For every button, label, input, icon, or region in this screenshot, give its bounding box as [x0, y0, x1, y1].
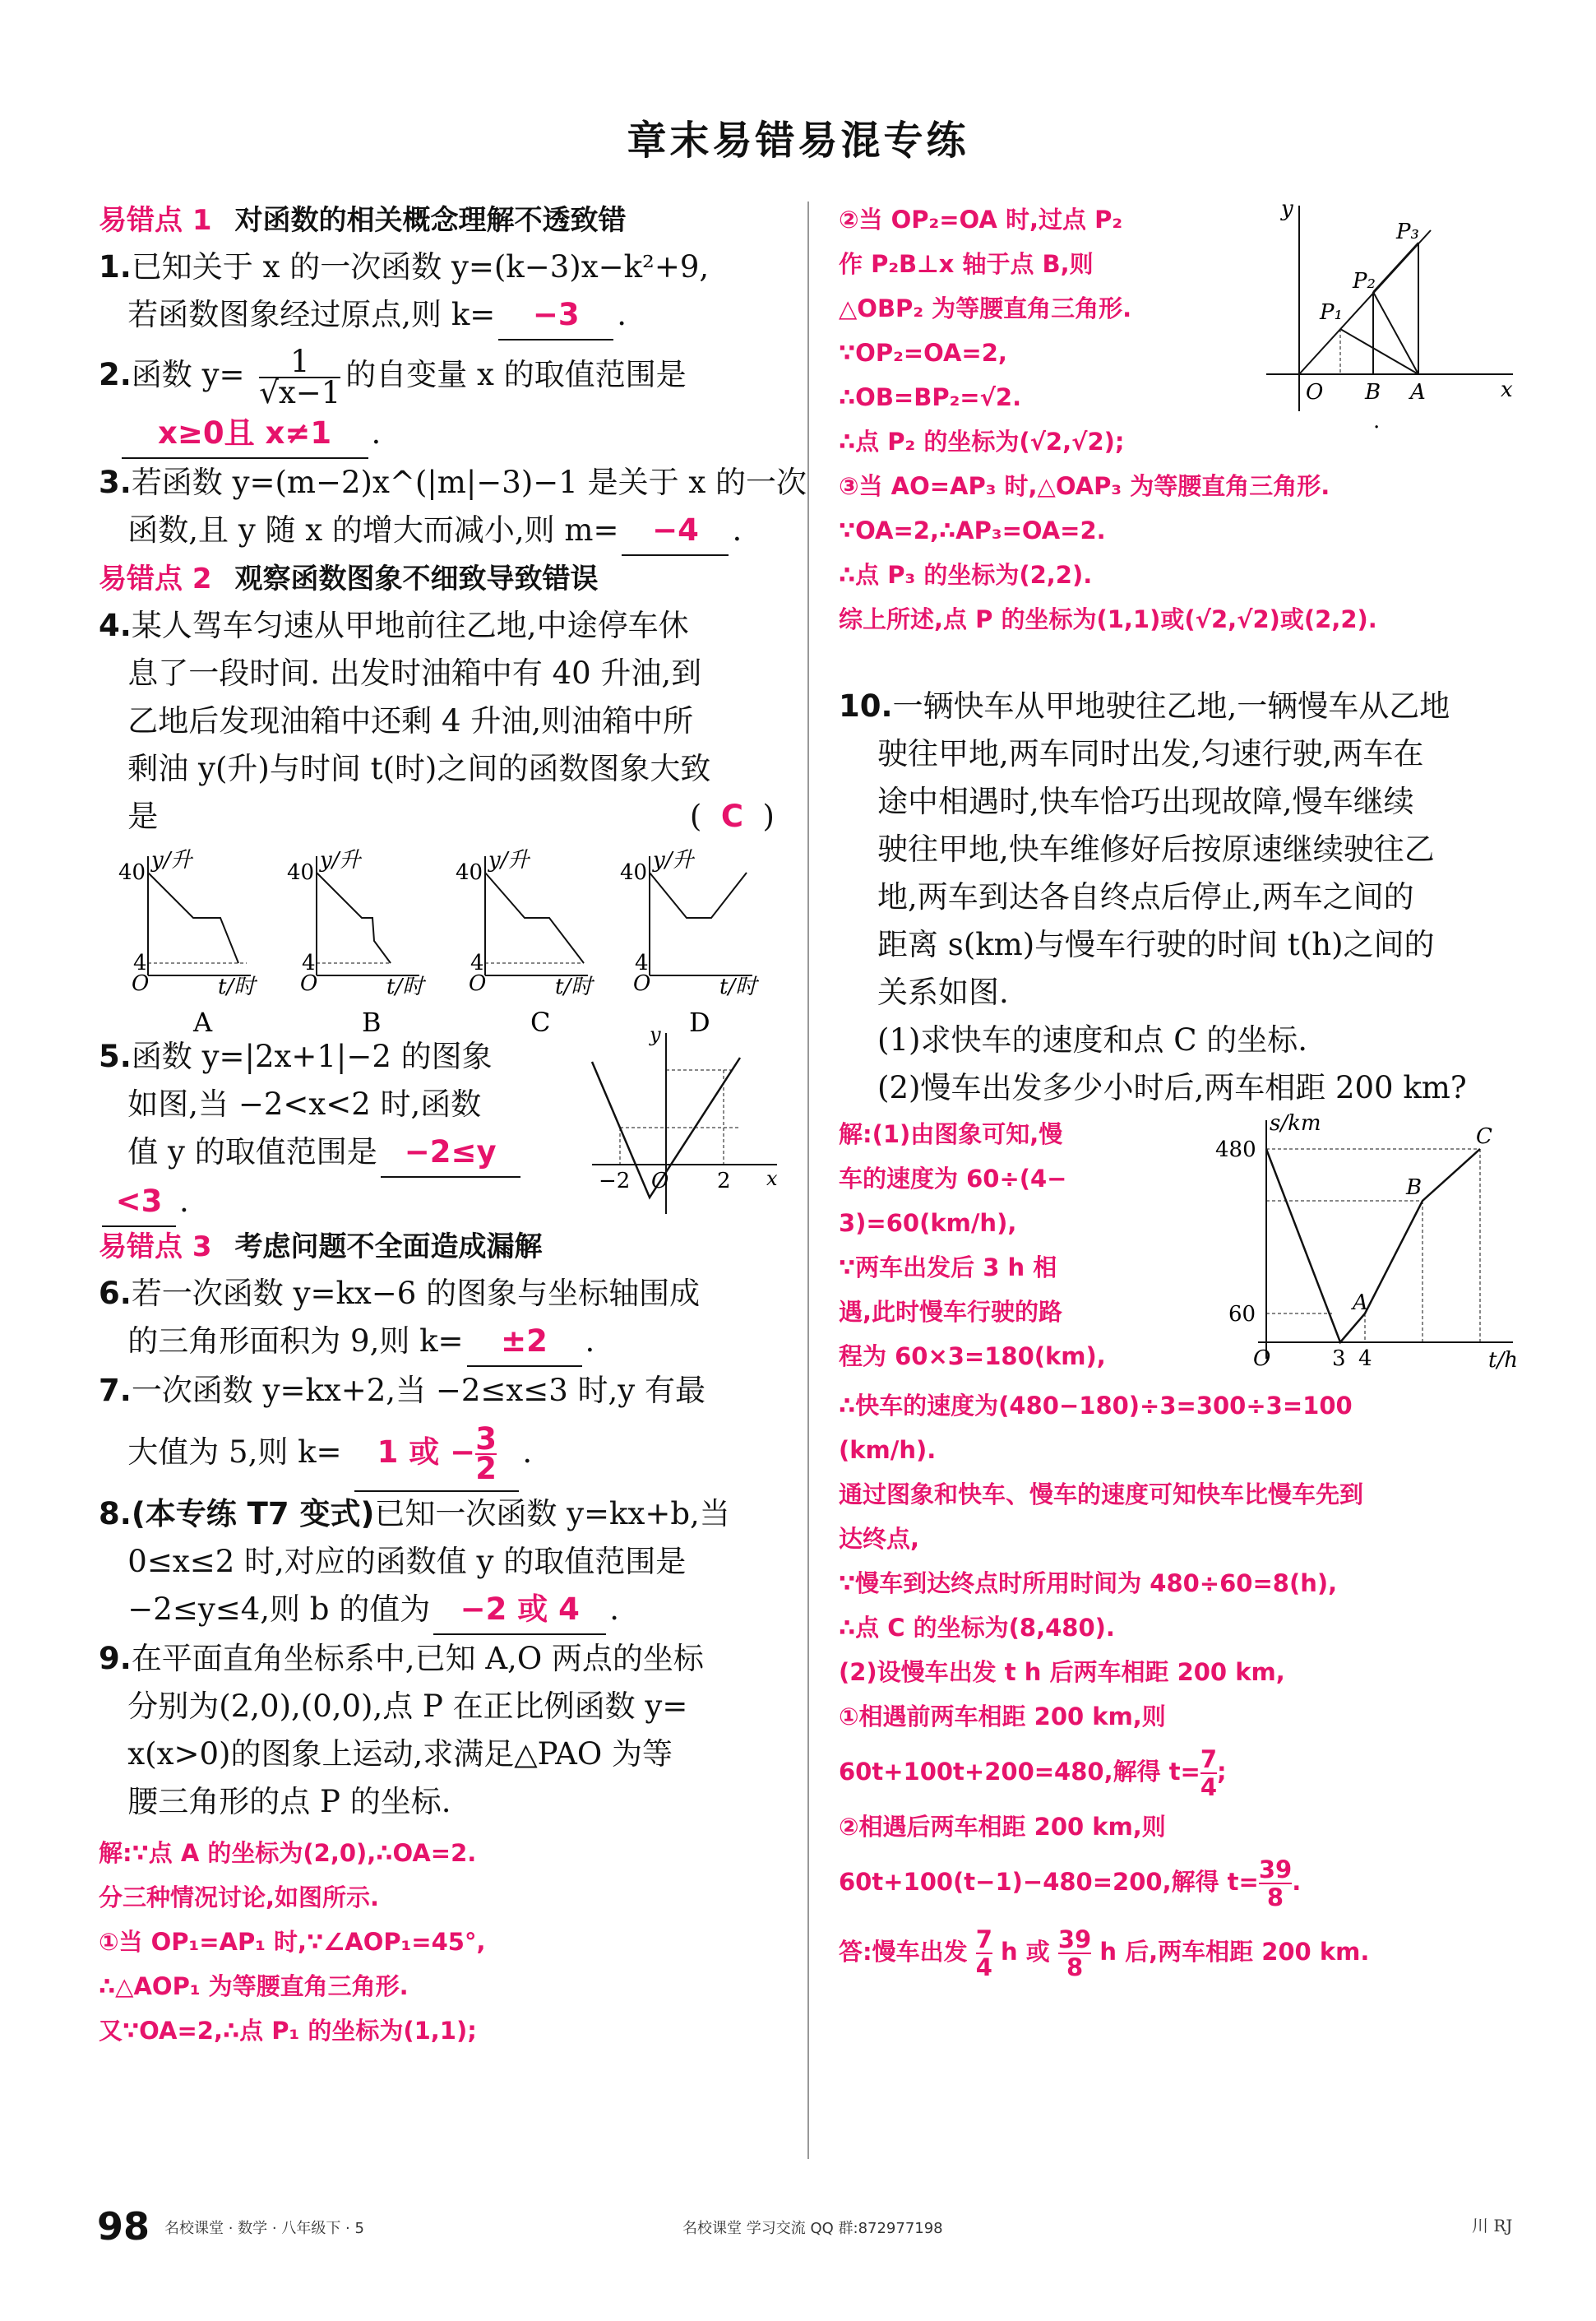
graph-c-ylabel: y/升	[488, 848, 530, 873]
q2-fraction: $\frac{1}{√x-1}$	[259, 343, 341, 410]
q9-cont-10: 综上所述,点 P 的坐标为(1,1)或(√2,√2)或(2,2).	[839, 605, 1377, 633]
fig10-point-b: B	[1406, 1175, 1423, 1200]
q10-solution-top	[839, 1112, 1521, 1383]
q10-figure	[1200, 1112, 1521, 1383]
q8-line2: 0≤x≤2 时,对应的函数值 y 的取值范围是	[127, 1544, 687, 1579]
graph-b-label: B	[362, 1007, 382, 1033]
q10-line4: 驶往甲地,快车维修好后按原速继续驶往乙	[877, 832, 1435, 867]
sol10b-3: 通过图象和快车、慢车的速度可知快车比慢车先到	[839, 1480, 1364, 1508]
fig9-origin: O	[1306, 380, 1324, 405]
q9-cont-5: ∴OB=BP₂=√2.	[839, 383, 1022, 411]
q9-solution-4: ∴△AOP₁ 为等腰直角三角形.	[99, 1972, 409, 2000]
q5-answer-part1: −2≤y	[381, 1128, 520, 1178]
sol10-cap2: ②相遇后两车相距 200 km,则	[839, 1813, 1166, 1841]
q4-line5: 是 ( C )	[127, 799, 775, 834]
graph-b-y4: 4	[302, 951, 316, 975]
fig10-t-label: t/h	[1488, 1348, 1518, 1373]
q4-answer: C	[720, 799, 744, 834]
q9-cont-9: ∴点 P₃ 的坐标为(2,2).	[839, 561, 1093, 589]
graph-c-origin: O	[469, 971, 487, 996]
graph-d-y40: 40	[620, 860, 648, 885]
page-title: 章末易错易混专练	[627, 118, 969, 164]
fig9-point-b: B	[1365, 380, 1381, 405]
fig9-x-label: x	[1501, 378, 1513, 402]
graph-c-xlabel: t/时	[555, 975, 593, 999]
q5-origin: O	[651, 1169, 669, 1193]
q6-line2: 的三角形面积为 9,则 k= ±2 .	[99, 1318, 781, 1367]
graph-a-origin: O	[132, 971, 150, 996]
q1-line1: 1.已知关于 x 的一次函数 y=(k−3)x−k²+9,	[99, 249, 710, 285]
fig10-origin: O	[1253, 1346, 1271, 1371]
q5-block	[99, 1025, 781, 1224]
q6-answer: ±2	[467, 1318, 582, 1367]
q5-tick-2: 2	[717, 1169, 731, 1193]
q9-line1: 9.在平面直角坐标系中,已知 A,O 两点的坐标	[99, 1641, 704, 1676]
fig9-point-a: A	[1410, 380, 1426, 405]
graph-c-y40: 40	[456, 860, 483, 885]
graph-b-y40: 40	[287, 860, 315, 885]
sol10-eq2: 60t+100(t−1)−480=200,解得 t= $\frac{39}{8}$ .	[839, 1855, 1302, 1911]
q10-line1: 10.一辆快车从甲地驶往乙地,一辆慢车从乙地	[839, 688, 1450, 724]
q2-line2: x≥0且 x≠1 .	[99, 410, 781, 459]
fig10-tick-3: 3	[1332, 1346, 1346, 1371]
sol10b-6: ∴点 C 的坐标为(8,480).	[839, 1614, 1115, 1642]
q10-line7: 关系如图.	[877, 975, 1009, 1010]
page-number: 98	[97, 2204, 150, 2249]
sol10b-8: ①相遇前两车相距 200 km,则	[839, 1703, 1166, 1730]
sol10b-5: ∵慢车到达终点时所用时间为 480÷60=8(h),	[839, 1569, 1338, 1597]
sol10b-4: 达终点,	[839, 1525, 920, 1553]
q3-line1: 3.若函数 y=(m−2)x^(|m|−3)−1 是关于 x 的一次	[99, 465, 807, 500]
q4-graphs-svg	[99, 844, 781, 1033]
q5-line4: <3 .	[99, 1178, 781, 1227]
column-divider	[807, 202, 809, 2159]
q4-line3: 乙地后发现油箱中还剩 4 升油,则油箱中所	[127, 703, 694, 739]
graph-c-y4: 4	[470, 951, 484, 975]
q9-cont-2: 作 P₂B⊥x 轴于点 B,则	[839, 250, 1094, 278]
graph-d-y4: 4	[635, 951, 649, 975]
sol10-final: 答:慢车出发 $\frac{7}{4}$ h 或 $\frac{39}{8}$ h 后,两车相距 200 km.	[839, 1925, 1370, 1981]
q7-line2: 大值为 5,则 k= 1 或 − $\frac{3}{2}$ .	[99, 1415, 781, 1490]
q2-answer: x≥0且 x≠1	[122, 410, 368, 459]
graph-d-xlabel: t/时	[719, 975, 757, 999]
sol10a-3: 3)=60(km/h),	[839, 1209, 1017, 1237]
fig9-point-p2: P₂	[1353, 269, 1376, 294]
graph-d-ylabel: y/升	[653, 848, 694, 873]
q5-answer-part2: <3	[102, 1178, 176, 1227]
graph-d-label: D	[689, 1007, 710, 1033]
q9-cont-7: ③当 AO=AP₃ 时,△OAP₃ 为等腰直角三角形.	[839, 472, 1330, 500]
q9-figure	[1242, 197, 1521, 436]
q10-line3: 途中相遇时,快车恰巧出现故障,慢车继续	[877, 784, 1414, 819]
fig10-tick-4: 4	[1358, 1346, 1372, 1371]
q5-graph	[576, 1025, 781, 1222]
q7-line1: 7.一次函数 y=kx+2,当 −2≤x≤3 时,y 有最	[99, 1373, 705, 1408]
graph-a-y40: 40	[118, 860, 146, 885]
q9-cont-4: ∵OP₂=OA=2,	[839, 339, 1007, 367]
q1-line2: 若函数图象经过原点,则 k= −3 .	[99, 291, 781, 341]
q5-line2: 如图,当 −2<x<2 时,函数	[127, 1086, 482, 1122]
footer-edition: 川 RJ	[1472, 2216, 1513, 2235]
footer-qq-group: 名校课堂 学习交流 QQ 群:872977198	[682, 2220, 943, 2237]
q8-line3: −2≤y≤4,则 b 的值为 −2 或 4 .	[99, 1586, 781, 1635]
fig9-y-label: y	[1281, 197, 1293, 221]
q9-continued	[839, 197, 1521, 683]
q9-cont-1: ②当 OP₂=OA 时,过点 P₂	[839, 206, 1123, 234]
right-column	[839, 197, 1521, 1989]
sol10b-2: (km/h).	[839, 1436, 937, 1464]
q9-solution-2: 分三种情况讨论,如图所示.	[99, 1883, 380, 1911]
sol10a-4: ∵两车出发后 3 h 相	[839, 1253, 1057, 1281]
q10-line2: 驶往甲地,两车同时出发,匀速行驶,两车在	[877, 736, 1424, 771]
q3-line2: 函数,且 y 随 x 的增大而减小,则 m= −4 .	[99, 507, 781, 556]
graph-c-label: C	[530, 1007, 551, 1033]
fig9-point-p3: P₃	[1396, 220, 1419, 244]
error-point-2: 易错点 2 观察函数图象不细致导致错误	[99, 563, 599, 595]
q4-line4: 剩油 y(升)与时间 t(时)之间的函数图象大致	[127, 751, 711, 786]
graph-b-ylabel: y/升	[320, 848, 361, 873]
graph-a-ylabel: y/升	[151, 848, 192, 873]
graph-b-xlabel: t/时	[386, 975, 424, 999]
q6-line1: 6.若一次函数 y=kx−6 的图象与坐标轴围成	[99, 1276, 701, 1311]
q3-answer: −4	[622, 507, 729, 556]
q8-line1: 8.(本专练 T7 变式)已知一次函数 y=kx+b,当	[99, 1496, 730, 1531]
q5-line1: 5.函数 y=|2x+1|−2 的图象	[99, 1039, 493, 1074]
q10-line6: 距离 s(km)与慢车行驶的时间 t(h)之间的	[877, 927, 1435, 962]
q1-answer: −3	[498, 291, 613, 341]
sol10a-1: 解:(1)由图象可知,慢	[839, 1120, 1063, 1148]
q4-line1: 4.某人驾车匀速从甲地前往乙地,中途停车休	[99, 608, 689, 643]
q9-solution-1: 解:∵点 A 的坐标为(2,0),∴OA=2.	[99, 1839, 477, 1867]
fig10-s-label: s/km	[1270, 1112, 1321, 1136]
left-column	[99, 197, 807, 2053]
sol10a-5: 遇,此时慢车行驶的路	[839, 1298, 1063, 1326]
graph-b-origin: O	[300, 971, 318, 996]
q4-graphs	[99, 844, 781, 1033]
sol10b-7: (2)设慢车出发 t h 后两车相距 200 km,	[839, 1658, 1285, 1686]
q9-cont-8: ∵OA=2,∴AP₃=OA=2.	[839, 517, 1106, 544]
footer-book-info: 名校课堂 · 数学 · 八年级下 · 5	[164, 2220, 364, 2237]
q9-cont-6: ∴点 P₂ 的坐标为(√2,√2);	[839, 428, 1125, 456]
q5-y-label: y	[650, 1025, 661, 1046]
q4-line2: 息了一段时间. 出发时油箱中有 40 升油,到	[127, 656, 702, 691]
q5-tick-n2: −2	[599, 1169, 631, 1193]
fig10-point-c: C	[1476, 1124, 1492, 1149]
sol10a-6: 程为 60×3=180(km),	[839, 1342, 1106, 1370]
graph-a-xlabel: t/时	[218, 975, 256, 999]
q9-line4: 腰三角形的点 P 的坐标.	[127, 1784, 451, 1819]
graph-a-y4: 4	[133, 951, 147, 975]
fig10-point-a: A	[1353, 1290, 1368, 1315]
q10-sub2: (2)慢车出发多少小时后,两车相距 200 km?	[877, 1070, 1467, 1105]
q2-line1: 2.函数 y= $\frac{1}{√x-1}$ 的自变量 x 的取值范围是	[99, 343, 687, 410]
error-point-1: 易错点 1 对函数的相关概念理解不透致错	[99, 204, 627, 237]
q10-line5: 地,两车到达各自终点后停止,两车之间的	[877, 879, 1414, 915]
sol10-eq1: 60t+100t+200=480,解得 t= $\frac{7}{4}$ ;	[839, 1745, 1227, 1801]
q9-line3: x(x>0)的图象上运动,求满足△PAO 为等	[127, 1736, 673, 1772]
q9-solution-5: 又∵OA=2,∴点 P₁ 的坐标为(1,1);	[99, 2017, 477, 2045]
fig9-dot: .	[1373, 409, 1381, 433]
q9-line2: 分别为(2,0),(0,0),点 P 在正比例函数 y=	[127, 1689, 688, 1724]
q8-answer: −2 或 4	[433, 1586, 606, 1635]
q9-cont-3: △OBP₂ 为等腰直角三角形.	[839, 294, 1132, 322]
sol10a-2: 车的速度为 60÷(4−	[839, 1165, 1067, 1193]
graph-d-origin: O	[633, 971, 651, 996]
q5-line3: 值 y 的取值范围是 −2≤y	[99, 1128, 781, 1178]
graph-a-label: A	[193, 1007, 213, 1033]
fig10-tick-60: 60	[1228, 1302, 1256, 1327]
fig9-point-p1: P₁	[1320, 300, 1343, 325]
error-point-3: 易错点 3 考虑问题不全面造成漏解	[99, 1230, 543, 1263]
q9-solution-3: ①当 OP₁=AP₁ 时,∵∠AOP₁=45°,	[99, 1928, 486, 1956]
graph-b	[287, 848, 427, 1033]
q7-answer: 1 或 − $\frac{3}{2}$	[354, 1415, 519, 1492]
fig10-tick-480: 480	[1215, 1137, 1256, 1162]
graph-c	[456, 848, 595, 1033]
graph-a	[118, 848, 258, 1033]
q10-sub1: (1)求快车的速度和点 C 的坐标.	[877, 1022, 1308, 1058]
graph-d	[620, 848, 760, 1033]
q5-x-label: x	[766, 1167, 778, 1190]
sol10b-1: ∴快车的速度为(480−180)÷3=300÷3=100	[839, 1392, 1353, 1420]
